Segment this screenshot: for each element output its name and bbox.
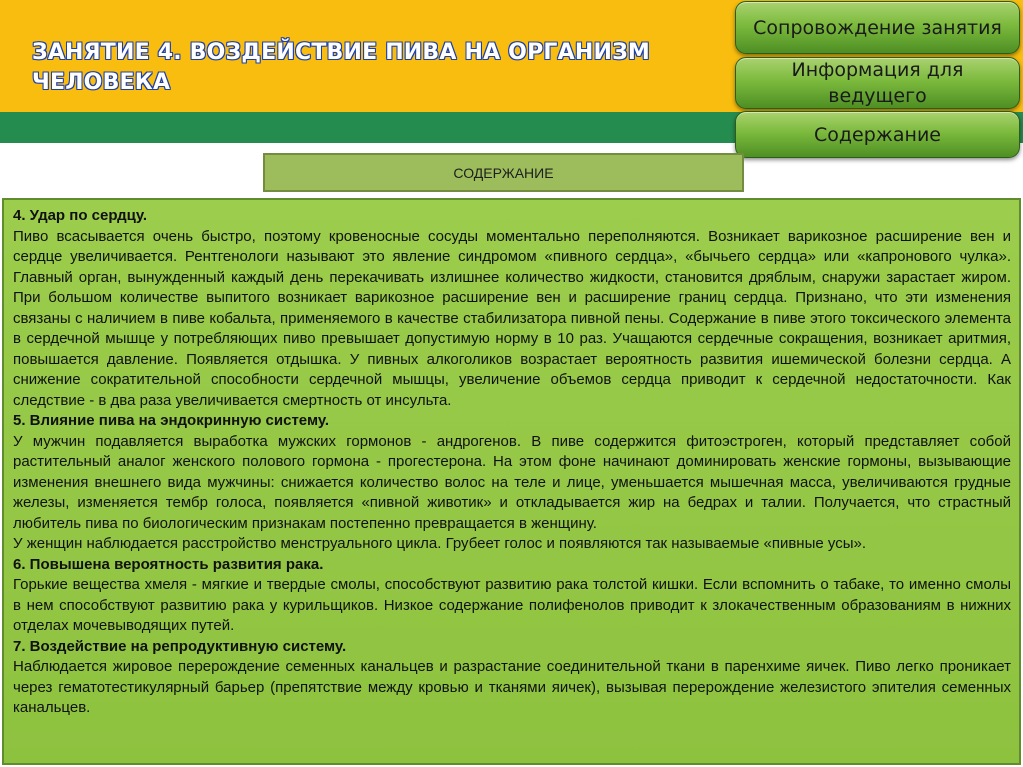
paragraph: У женщин наблюдается расстройство менструального цикла. Грубеет голос и появляются так называемые «пивные усы». [13, 535, 866, 552]
nav-button-label: Сопровождение занятия [753, 16, 1002, 39]
paragraph: У мужчин подавляется выработка мужских гормонов - андрогенов. В пиве содержится фитоэстроген, который представляет собой растительный аналог женского полового гормона - прогестерона. На этом фоне начинают доминировать женские гормоны, вызывающие изменения внешнего вида мужчины: снижается количество волос на теле и лице, уменьшается мышечная масса, увеличиваются грудные железы, изменяется тембр голоса, появляется «пивной животик» и откладывается жир на бедрах и талии. Получается, что страстный любитель пива по биологическим признакам постепенно превращается в женщину. [13, 432, 1011, 532]
paragraph: Пиво всасывается очень быстро, поэтому кровеносные сосуды моментально переполняются. Возникает варикозное расширение вен и сердце увеличивается. Рентгенологи называют это явление синдромом «пивного сердца», «бычьего сердца» или «капронового чулка». Главный орган, вынужденный каждый день перекачивать излишнее количество жидкости, становится дряблым, снаружи зарастает жиром. При большом количестве выпитого возникает варикозное расширение вен и расширение границ сердца. Признано, что эти изменения связаны с наличием в пиве кобальта, применяемого в качестве стабилизатора пивной пены. Содержание в пиве этого токсического элемента в сердечной мышце у потребляющих пиво превышает допустимую норму в 10 раз. Учащаются сердечные сокращения, возникает аритмия, повышается давление. Появляется отдышка. У пивных алкоголиков возрастает вероятность развития ишемической болезни сердца. А снижение сократительной способности сердечной мышцы, увеличение объемов сердца приводит к сердечной недостаточности. Как следствие - в два раза увеличивается смертность от инсульта. [13, 227, 1011, 409]
nav-button-support[interactable] [735, 1, 1020, 54]
section-heading: 6. Повышена вероятность развития рака. [13, 555, 324, 573]
page-title: ЗАНЯТИЕ 4. ВОЗДЕЙСТВИЕ ПИВА НА ОРГАНИЗМ ЧЕЛОВЕКА [32, 40, 650, 95]
nav-button-label: Информация для ведущего [791, 59, 964, 107]
nav-button-label: Содержание [814, 123, 941, 146]
paragraph: Наблюдается жировое перерождение семенных канальцев и разрастание соединительной ткани в паренхиме яичек. Пиво легко проникает через гематотестикулярный барьер (препятствие между кровью и тканями яичек), вызывая перерождение железистого эпителия семенных канальцев. [13, 658, 1011, 716]
section-heading: 5. Влияние пива на эндокринную систему. [13, 412, 330, 429]
section-label: СОДЕРЖАНИЕ [263, 153, 744, 192]
section-heading: 7. Воздействие на репродуктивную систему. [13, 637, 347, 655]
section-heading: 4. Удар по сердцу. [13, 207, 148, 224]
nav-button-contents[interactable] [735, 111, 1020, 158]
nav-button-host-info[interactable] [735, 57, 1020, 109]
paragraph: Горькие вещества хмеля - мягкие и твердые смолы, способствуют развитию рака толстой кишки. Если вспомнить о табаке, то именно смолы в нем способствуют развитию рака у курильщиков. Низкое содержание полифенолов приводит к злокачественным образованиям в нижних отделах мочевыводящих путей. [13, 576, 1011, 634]
content-panel [2, 198, 1021, 765]
